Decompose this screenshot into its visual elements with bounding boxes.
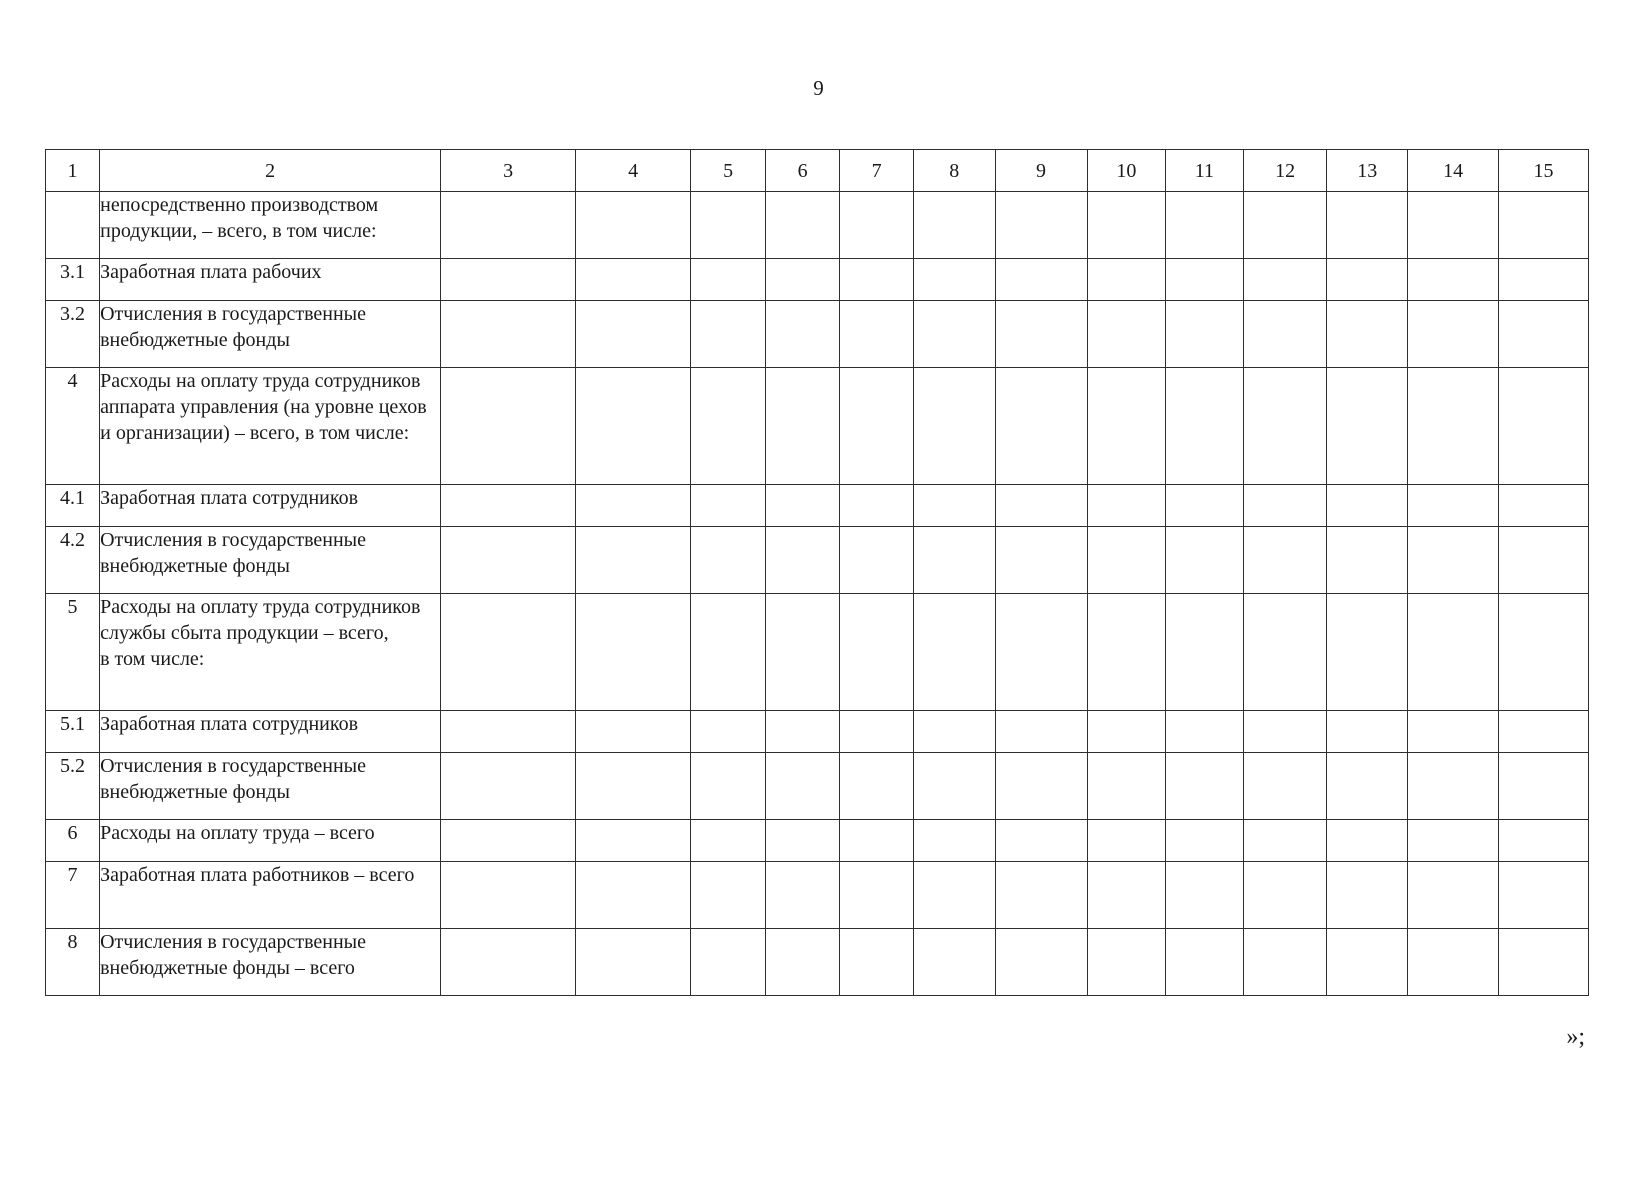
- empty-cell: [575, 259, 690, 301]
- empty-cell: [1166, 753, 1244, 820]
- row-number: 6: [46, 820, 100, 862]
- table-row: [46, 929, 1589, 996]
- empty-cell: [840, 711, 914, 753]
- column-header: 5: [691, 150, 766, 192]
- empty-cell: [765, 259, 840, 301]
- row-number: 3.2: [46, 301, 100, 368]
- empty-cell: [441, 485, 576, 527]
- empty-cell: [575, 862, 690, 929]
- empty-cell: [765, 929, 840, 996]
- empty-cell: [1499, 929, 1589, 996]
- row-number: [46, 192, 100, 259]
- empty-cell: [691, 753, 766, 820]
- empty-cell: [1327, 259, 1408, 301]
- empty-cell: [995, 259, 1087, 301]
- row-label: непосредственно производством продукции, – всего, в том числе:: [100, 192, 441, 259]
- empty-cell: [441, 368, 576, 485]
- empty-cell: [840, 753, 914, 820]
- empty-cell: [913, 301, 995, 368]
- empty-cell: [1243, 820, 1327, 862]
- empty-cell: [1327, 753, 1408, 820]
- empty-cell: [441, 711, 576, 753]
- empty-cell: [1327, 929, 1408, 996]
- empty-cell: [1166, 929, 1244, 996]
- empty-cell: [691, 259, 766, 301]
- empty-cell: [575, 485, 690, 527]
- row-label: Заработная плата сотрудников: [100, 711, 441, 753]
- empty-cell: [840, 594, 914, 711]
- empty-cell: [995, 485, 1087, 527]
- table-row: [46, 301, 1589, 368]
- empty-cell: [1243, 929, 1327, 996]
- empty-cell: [441, 527, 576, 594]
- empty-cell: [913, 259, 995, 301]
- empty-cell: [765, 862, 840, 929]
- empty-cell: [1087, 527, 1166, 594]
- empty-cell: [1166, 192, 1244, 259]
- empty-cell: [1087, 820, 1166, 862]
- empty-cell: [765, 301, 840, 368]
- row-label: Отчисления в государственные внебюджетные фонды – всего: [100, 929, 441, 996]
- column-header: 8: [913, 150, 995, 192]
- empty-cell: [441, 929, 576, 996]
- empty-cell: [995, 594, 1087, 711]
- empty-cell: [691, 862, 766, 929]
- empty-cell: [1087, 862, 1166, 929]
- empty-cell: [1087, 929, 1166, 996]
- empty-cell: [1087, 753, 1166, 820]
- empty-cell: [1243, 527, 1327, 594]
- empty-cell: [1166, 485, 1244, 527]
- table-row: [46, 862, 1589, 929]
- empty-cell: [1408, 527, 1499, 594]
- empty-cell: [1408, 485, 1499, 527]
- empty-cell: [1087, 192, 1166, 259]
- empty-cell: [691, 368, 766, 485]
- empty-cell: [995, 711, 1087, 753]
- column-header: 10: [1087, 150, 1166, 192]
- empty-cell: [1087, 594, 1166, 711]
- empty-cell: [1243, 368, 1327, 485]
- row-number: 7: [46, 862, 100, 929]
- empty-cell: [441, 259, 576, 301]
- empty-cell: [1408, 711, 1499, 753]
- empty-cell: [575, 301, 690, 368]
- empty-cell: [1087, 259, 1166, 301]
- empty-cell: [1166, 301, 1244, 368]
- empty-cell: [1408, 594, 1499, 711]
- empty-cell: [1243, 192, 1327, 259]
- empty-cell: [995, 301, 1087, 368]
- table-row: [46, 711, 1589, 753]
- empty-cell: [575, 192, 690, 259]
- empty-cell: [913, 192, 995, 259]
- column-header: 12: [1243, 150, 1327, 192]
- table-row: [46, 753, 1589, 820]
- empty-cell: [913, 929, 995, 996]
- empty-cell: [840, 259, 914, 301]
- empty-cell: [913, 368, 995, 485]
- empty-cell: [1327, 301, 1408, 368]
- empty-cell: [913, 711, 995, 753]
- empty-cell: [995, 192, 1087, 259]
- empty-cell: [1166, 527, 1244, 594]
- empty-cell: [1087, 711, 1166, 753]
- empty-cell: [765, 711, 840, 753]
- empty-cell: [1499, 368, 1589, 485]
- empty-cell: [995, 368, 1087, 485]
- data-table: [45, 149, 1589, 996]
- row-label: Отчисления в государственные внебюджетные фонды: [100, 527, 441, 594]
- empty-cell: [913, 753, 995, 820]
- empty-cell: [691, 192, 766, 259]
- row-number: 5: [46, 594, 100, 711]
- empty-cell: [1243, 301, 1327, 368]
- row-label: Отчисления в государственные внебюджетные фонды: [100, 301, 441, 368]
- empty-cell: [840, 527, 914, 594]
- table-body: [46, 192, 1589, 996]
- empty-cell: [691, 820, 766, 862]
- empty-cell: [691, 711, 766, 753]
- empty-cell: [840, 368, 914, 485]
- row-label: Расходы на оплату труда – всего: [100, 820, 441, 862]
- empty-cell: [1166, 594, 1244, 711]
- empty-cell: [1243, 594, 1327, 711]
- empty-cell: [1327, 485, 1408, 527]
- column-header: 2: [100, 150, 441, 192]
- empty-cell: [1327, 192, 1408, 259]
- empty-cell: [1499, 527, 1589, 594]
- empty-cell: [575, 929, 690, 996]
- empty-cell: [1243, 862, 1327, 929]
- empty-cell: [691, 527, 766, 594]
- empty-cell: [1166, 862, 1244, 929]
- column-header: 7: [840, 150, 914, 192]
- row-number: 5.1: [46, 711, 100, 753]
- empty-cell: [765, 192, 840, 259]
- empty-cell: [1243, 485, 1327, 527]
- empty-cell: [840, 862, 914, 929]
- row-label: Расходы на оплату труда сотрудников службы сбыта продукции – всего, в том числе:: [100, 594, 441, 711]
- empty-cell: [913, 862, 995, 929]
- empty-cell: [575, 753, 690, 820]
- empty-cell: [1243, 259, 1327, 301]
- empty-cell: [765, 820, 840, 862]
- empty-cell: [765, 368, 840, 485]
- empty-cell: [765, 527, 840, 594]
- empty-cell: [691, 594, 766, 711]
- empty-cell: [995, 862, 1087, 929]
- empty-cell: [1087, 368, 1166, 485]
- empty-cell: [840, 929, 914, 996]
- row-label: Заработная плата рабочих: [100, 259, 441, 301]
- row-label: Расходы на оплату труда сотрудников аппарата управления (на уровне цехов и организации) – всего, в том числе:: [100, 368, 441, 485]
- empty-cell: [441, 862, 576, 929]
- empty-cell: [765, 594, 840, 711]
- empty-cell: [1499, 485, 1589, 527]
- table-row: [46, 192, 1589, 259]
- empty-cell: [913, 485, 995, 527]
- empty-cell: [441, 594, 576, 711]
- empty-cell: [1087, 485, 1166, 527]
- row-number: 8: [46, 929, 100, 996]
- row-label: Заработная плата сотрудников: [100, 485, 441, 527]
- empty-cell: [1327, 368, 1408, 485]
- empty-cell: [1166, 820, 1244, 862]
- column-header: 1: [46, 150, 100, 192]
- row-number: 3.1: [46, 259, 100, 301]
- empty-cell: [1166, 259, 1244, 301]
- column-header: 6: [765, 150, 840, 192]
- empty-cell: [995, 527, 1087, 594]
- column-header: 13: [1327, 150, 1408, 192]
- empty-cell: [691, 301, 766, 368]
- empty-cell: [1327, 594, 1408, 711]
- empty-cell: [1408, 301, 1499, 368]
- empty-cell: [575, 711, 690, 753]
- table-row: [46, 368, 1589, 485]
- empty-cell: [1499, 192, 1589, 259]
- empty-cell: [840, 820, 914, 862]
- empty-cell: [1166, 368, 1244, 485]
- table-row: [46, 527, 1589, 594]
- empty-cell: [1243, 753, 1327, 820]
- table-header-row: [46, 150, 1589, 192]
- table-row: [46, 485, 1589, 527]
- column-header: 3: [441, 150, 576, 192]
- empty-cell: [995, 820, 1087, 862]
- page-number: 9: [813, 76, 824, 100]
- row-number: 5.2: [46, 753, 100, 820]
- empty-cell: [1408, 862, 1499, 929]
- empty-cell: [913, 594, 995, 711]
- empty-cell: [575, 594, 690, 711]
- empty-cell: [1327, 711, 1408, 753]
- empty-cell: [441, 820, 576, 862]
- column-header: 9: [995, 150, 1087, 192]
- empty-cell: [1408, 259, 1499, 301]
- empty-cell: [1087, 301, 1166, 368]
- empty-cell: [995, 753, 1087, 820]
- empty-cell: [840, 301, 914, 368]
- column-header: 11: [1166, 150, 1244, 192]
- empty-cell: [1408, 820, 1499, 862]
- closing-quote-mark: »;: [1566, 1024, 1585, 1050]
- empty-cell: [765, 753, 840, 820]
- empty-cell: [691, 929, 766, 996]
- empty-cell: [1499, 753, 1589, 820]
- empty-cell: [1499, 301, 1589, 368]
- column-header: 4: [575, 150, 690, 192]
- empty-cell: [691, 485, 766, 527]
- empty-cell: [995, 929, 1087, 996]
- row-label: Отчисления в государственные внебюджетные фонды: [100, 753, 441, 820]
- empty-cell: [441, 192, 576, 259]
- empty-cell: [1327, 862, 1408, 929]
- empty-cell: [1327, 527, 1408, 594]
- empty-cell: [575, 820, 690, 862]
- table-row: [46, 259, 1589, 301]
- empty-cell: [1499, 711, 1589, 753]
- row-number: 4: [46, 368, 100, 485]
- empty-cell: [1408, 192, 1499, 259]
- empty-cell: [840, 192, 914, 259]
- empty-cell: [1166, 711, 1244, 753]
- empty-cell: [441, 301, 576, 368]
- empty-cell: [765, 485, 840, 527]
- empty-cell: [1408, 929, 1499, 996]
- empty-cell: [913, 527, 995, 594]
- empty-cell: [913, 820, 995, 862]
- empty-cell: [840, 485, 914, 527]
- table-row: [46, 820, 1589, 862]
- empty-cell: [1408, 753, 1499, 820]
- column-header: 15: [1499, 150, 1589, 192]
- empty-cell: [1327, 820, 1408, 862]
- column-header: 14: [1408, 150, 1499, 192]
- empty-cell: [1408, 368, 1499, 485]
- empty-cell: [575, 368, 690, 485]
- empty-cell: [1499, 862, 1589, 929]
- row-number: 4.2: [46, 527, 100, 594]
- row-label: Заработная плата работников – всего: [100, 862, 441, 929]
- empty-cell: [1243, 711, 1327, 753]
- empty-cell: [1499, 820, 1589, 862]
- empty-cell: [1499, 259, 1589, 301]
- empty-cell: [441, 753, 576, 820]
- table-row: [46, 594, 1589, 711]
- empty-cell: [1499, 594, 1589, 711]
- empty-cell: [575, 527, 690, 594]
- row-number: 4.1: [46, 485, 100, 527]
